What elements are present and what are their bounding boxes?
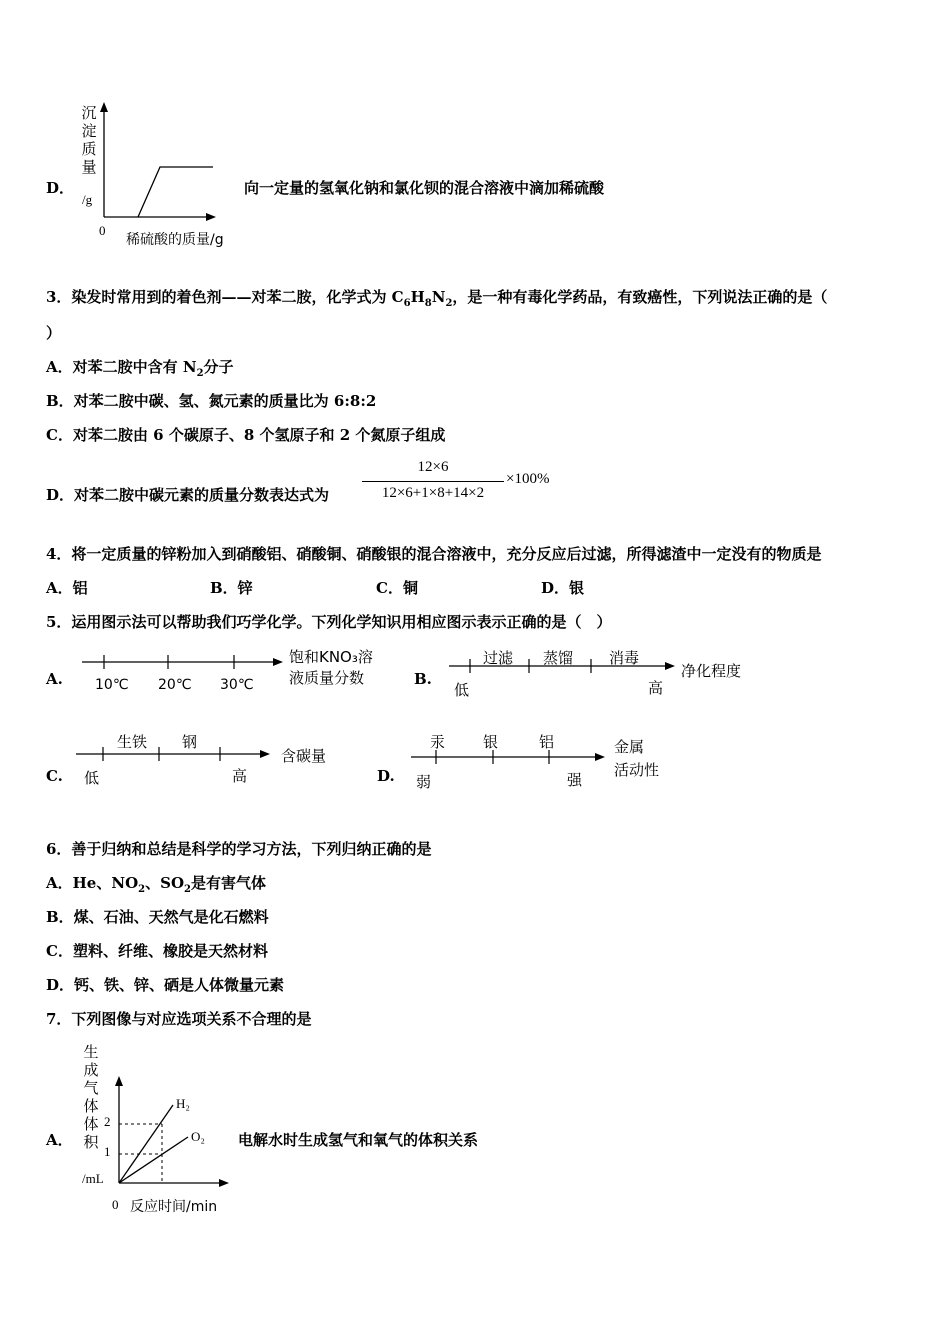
q7-o2-line — [119, 1137, 188, 1183]
origin-label: 0 — [99, 223, 106, 238]
q5-b-item-filter: 过滤 — [483, 649, 514, 667]
q5-c-end: 含碳量 — [281, 747, 327, 765]
q5-option-a-label[interactable]: A. — [46, 670, 63, 688]
q7-y-tick-2: 2 — [104, 1114, 111, 1129]
option-label: D． — [46, 179, 75, 197]
q7-option-a-label[interactable]: A． — [46, 1131, 73, 1149]
q7-origin: 0 — [112, 1197, 119, 1212]
q5-d-end-line1: 金属 — [614, 738, 645, 756]
question-3-stem: 3．染发时常用到的着色剂——对苯二胺，化学式为 $C_6H_8N_2$，是一种有毒化学药品，有致癌性，下列说法正确的是（ — [46, 288, 828, 309]
q7-y-axis-label: 生 成 气 体 体 积 — [83, 1043, 99, 1151]
fraction-numerator: 12×6 — [417, 459, 449, 475]
q7-y-unit: /mL — [82, 1171, 104, 1186]
question-4-option-a[interactable]: A．铝 — [46, 579, 88, 597]
q5-a-tick-10: 10℃ — [95, 677, 129, 693]
q7-series-h2: H₂ — [176, 1096, 190, 1111]
option-d-text: 向一定量的氢氧化钠和氯化钡的混合溶液中滴加稀硫酸 — [244, 179, 605, 197]
question-4-option-b[interactable]: B．锌 — [210, 579, 253, 597]
q5-d-item-aluminum: 铝 — [539, 733, 555, 751]
q5-c-high: 高 — [232, 767, 248, 785]
q5-a-tick-30: 30℃ — [220, 677, 254, 693]
question-3-option-a[interactable]: A．对苯二胺中含有 $N_2$分子 — [46, 358, 234, 379]
q5-option-c-label[interactable]: C. — [46, 767, 63, 785]
q5-c-item-steel: 钢 — [182, 733, 198, 751]
q5-a-end-line2: 液质量分数 — [289, 669, 365, 687]
question-7-stem: 7．下列图像与对应选项关系不合理的是 — [46, 1010, 312, 1028]
question-6-option-a[interactable]: A．He、$NO_2$、$SO_2$是有害气体 — [46, 874, 266, 895]
q5-d-high: 强 — [567, 771, 583, 789]
question-4-option-d[interactable]: D．银 — [541, 579, 585, 597]
q5-c-low: 低 — [84, 769, 100, 787]
x-axis-label: 稀硫酸的质量/g — [126, 232, 224, 248]
q5-b-high: 高 — [648, 679, 664, 697]
question-4-option-c[interactable]: C．铜 — [376, 579, 418, 597]
y-axis-label: 沉 淀 质 量 — [81, 104, 97, 176]
q7-axes — [119, 1082, 222, 1183]
q5-c-item-pig-iron: 生铁 — [117, 733, 148, 751]
q7-option-a-text: 电解水时生成氢气和氧气的体积关系 — [238, 1131, 479, 1149]
question-3-option-b[interactable]: B．对苯二胺中碳、氢、氮元素的质量比为 6:8:2 — [46, 392, 377, 410]
q7-h2-line — [119, 1105, 173, 1183]
q5-d-item-silver: 银 — [483, 733, 499, 751]
q5-b-end: 净化程度 — [681, 662, 742, 680]
q7-series-o2: O₂ — [191, 1129, 205, 1144]
question-5-stem: 5．运用图示法可以帮助我们巧学化学。下列化学知识用相应图示表示正确的是（ ） — [46, 613, 612, 631]
question-6-option-b[interactable]: B．煤、石油、天然气是化石燃料 — [46, 908, 269, 926]
q5-option-b-label[interactable]: B. — [414, 670, 432, 688]
question-6-option-c[interactable]: C．塑料、纤维、橡胶是天然材料 — [46, 942, 268, 960]
question-3-option-c[interactable]: C．对苯二胺由 6 个碳原子、8 个氢原子和 2 个氮原子组成 — [46, 426, 446, 444]
q5-a-tick-20: 20℃ — [158, 677, 192, 693]
q5-b-item-distill: 蒸馏 — [543, 649, 574, 667]
question-4-stem: 4．将一定质量的锌粉加入到硝酸铝、硝酸铜、硝酸银的混合溶液中，充分反应后过滤，所得滤渣中一定没有的物质是 — [46, 545, 822, 563]
q5-b-item-disinfect: 消毒 — [609, 649, 640, 667]
question-6-stem: 6．善于归纳和总结是科学的学习方法，下列归纳正确的是 — [46, 840, 432, 858]
question-3-option-d[interactable]: D．对苯二胺中碳元素的质量分数表达式为 — [46, 486, 330, 504]
q7-y-tick-1: 1 — [104, 1144, 111, 1159]
question-6-option-d[interactable]: D．钙、铁、锌、硒是人体微量元素 — [46, 976, 285, 994]
q5-d-low: 弱 — [416, 773, 432, 791]
fraction-denominator: 12×6+1×8+14×2 — [381, 485, 485, 501]
q5-option-d-label[interactable]: D. — [377, 767, 395, 785]
q5-a-end-line1: 饱和KNO₃溶 — [289, 648, 373, 666]
fraction-suffix: ×100% — [506, 471, 550, 487]
q5-b-low: 低 — [454, 681, 470, 699]
q5-d-item-mercury: 汞 — [430, 733, 446, 751]
y-axis-unit: /g — [82, 192, 93, 207]
question-3-close: ） — [46, 324, 62, 342]
q5-d-end-line2: 活动性 — [614, 761, 660, 779]
q7-x-axis-label: 反应时间/min — [130, 1199, 218, 1215]
